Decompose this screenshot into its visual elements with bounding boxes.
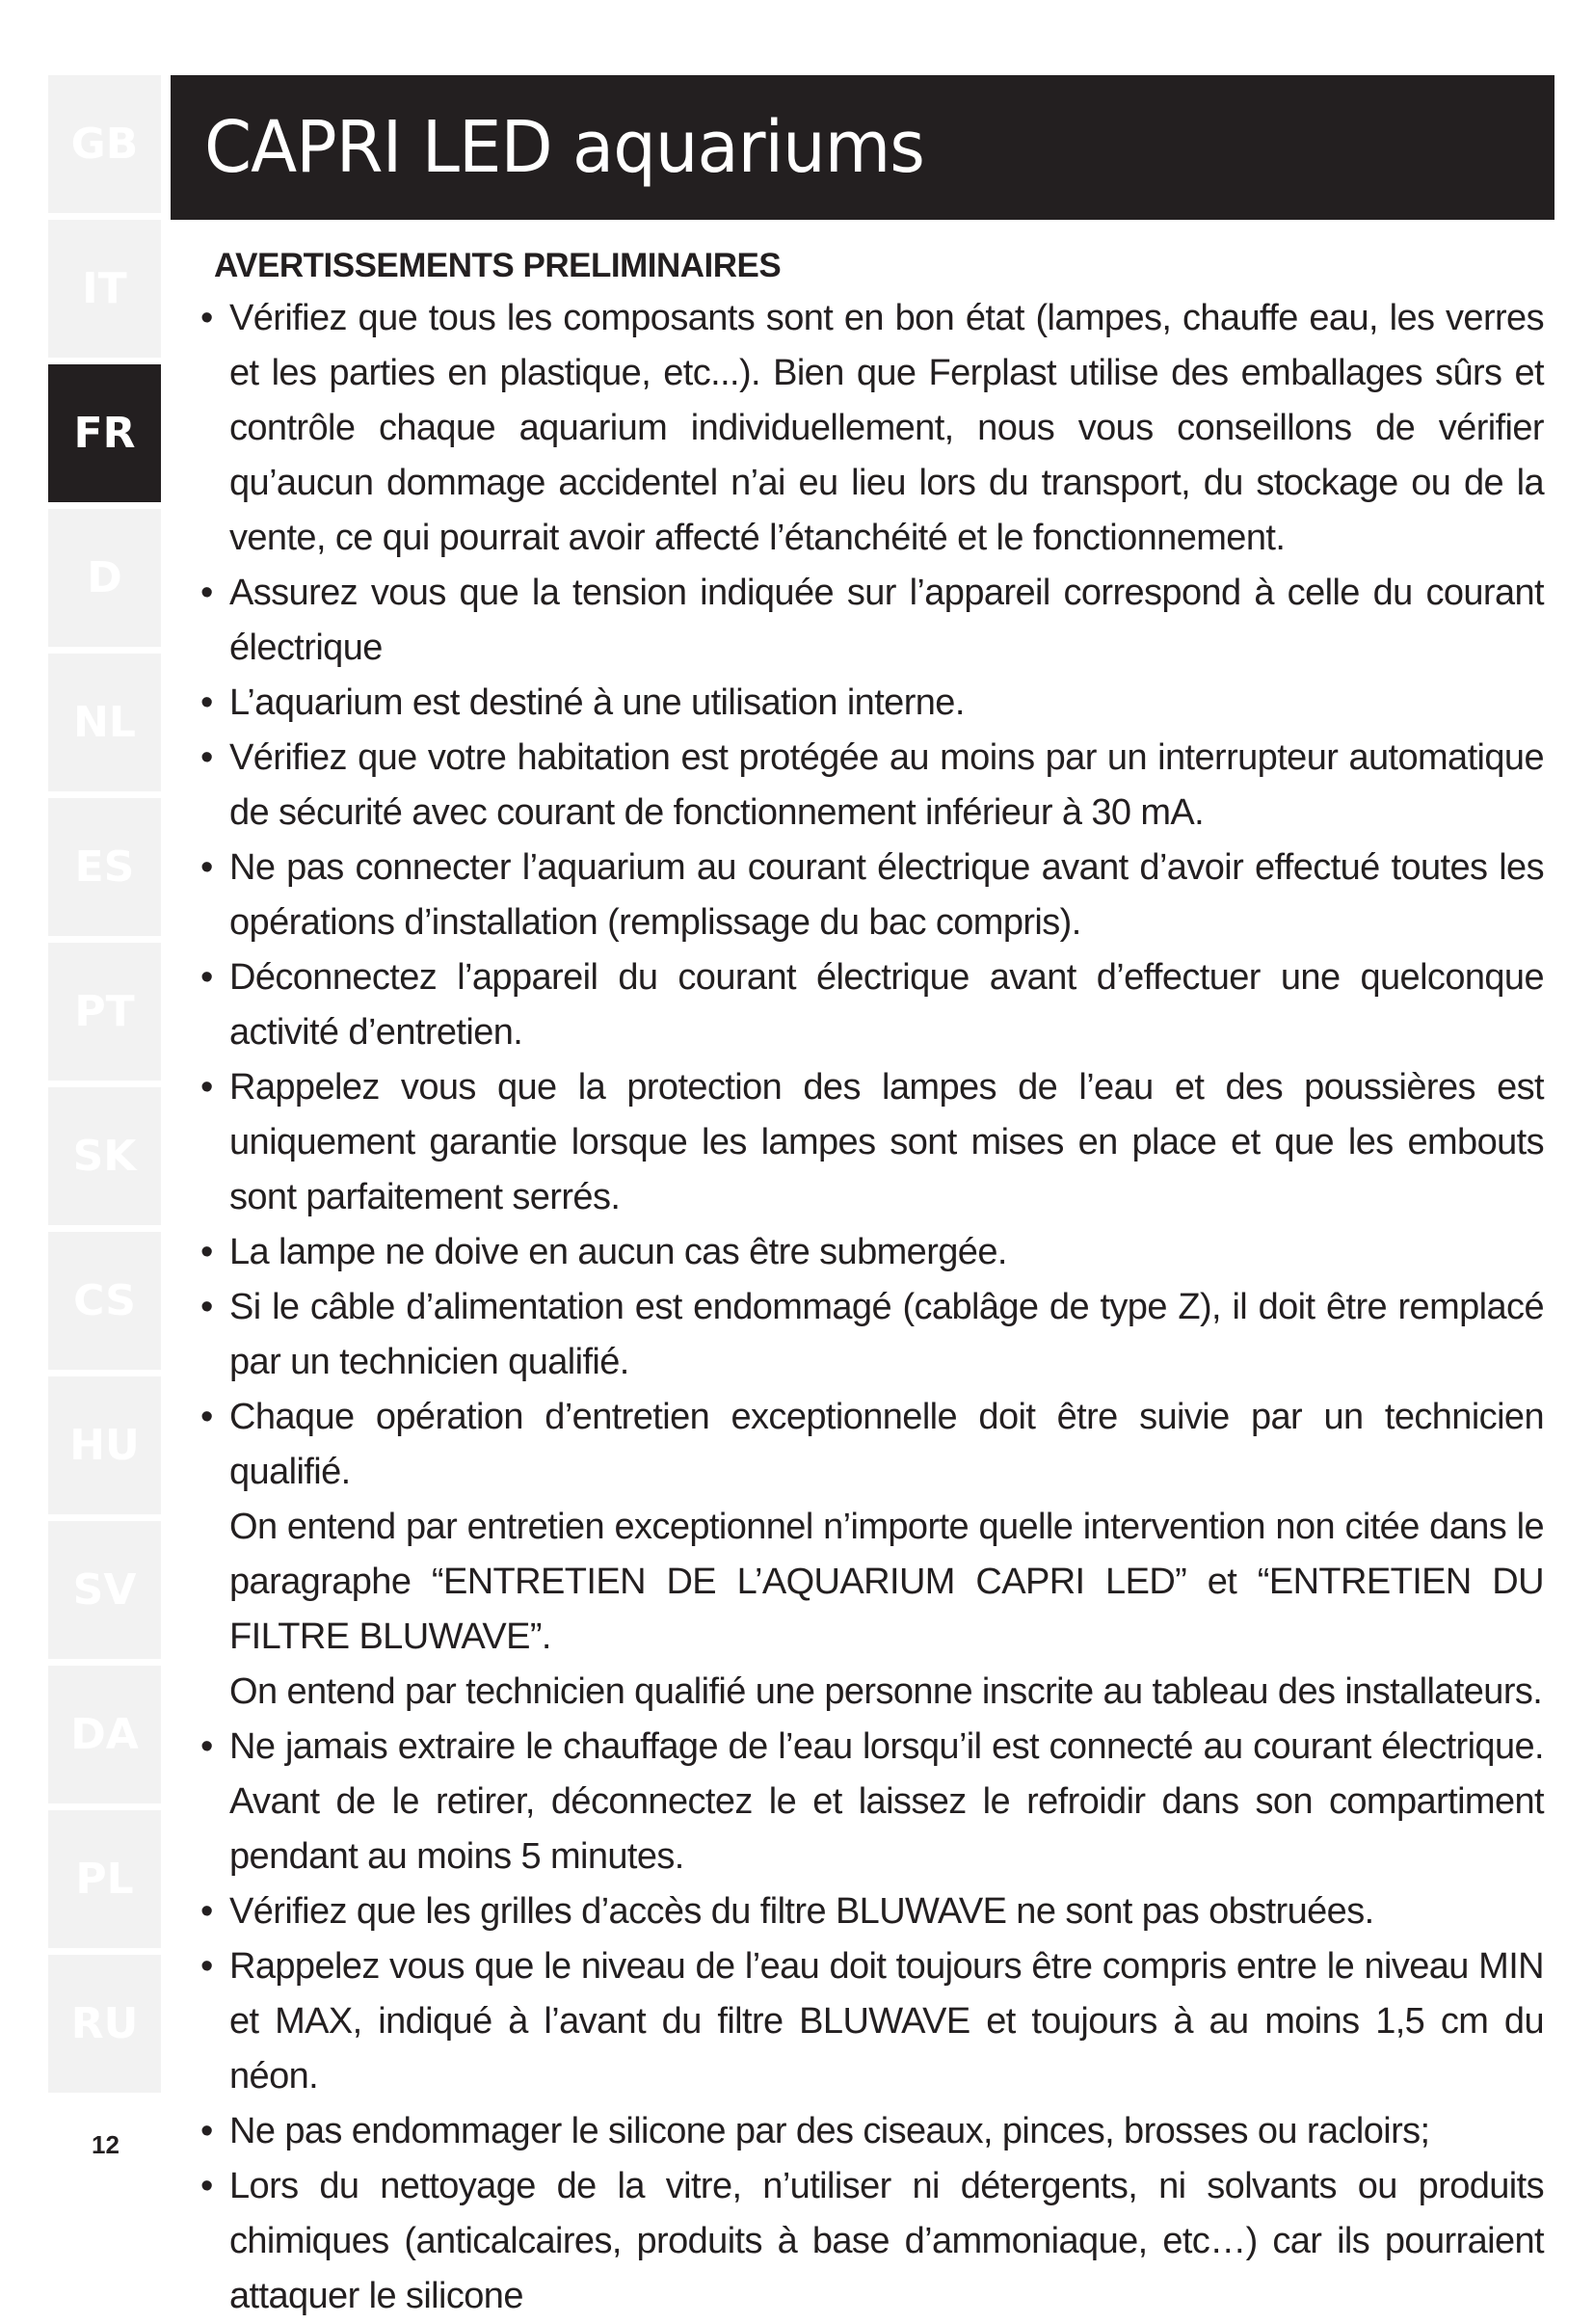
- list-item-text: Assurez vous que la tension indiquée sur l’appareil correspond à celle du courant électrique: [229, 573, 1544, 668]
- list-item: [195, 731, 1544, 841]
- list-item: [195, 2104, 1544, 2159]
- list-item-text: On entend par technicien qualifié une personne inscrite au tableau des installateurs.: [229, 1671, 1543, 1712]
- list-item: [195, 1390, 1544, 1720]
- bullet-icon: •: [200, 298, 213, 338]
- list-item: [195, 1720, 1544, 1884]
- language-tab-es[interactable]: ES: [48, 798, 161, 936]
- language-tab-nl[interactable]: NL: [48, 654, 161, 791]
- bullet-icon: •: [200, 682, 213, 723]
- language-tabs: [48, 75, 161, 2099]
- list-item-text: Lors du nettoyage de la vitre, n’utiliser ni détergents, ni solvants ou produits chimiques (anticalcaires, produits à base d’ammoniaque, etc…) car ils pourraient attaquer le silicone: [229, 2166, 1544, 2316]
- list-item-text: Déconnectez l’appareil du courant électrique avant d’effectuer une quelconque activité d’entretien.: [229, 957, 1544, 1053]
- header-bar: [171, 75, 1554, 220]
- bullet-icon: •: [200, 847, 213, 888]
- list-item: [195, 1280, 1544, 1390]
- page-number: 12: [92, 2130, 120, 2159]
- bullet-icon: •: [200, 1232, 213, 1272]
- list-item-text: Ne pas endommager le silicone par des ciseaux, pinces, brosses ou racloirs;: [229, 2111, 1430, 2151]
- language-tab-gb[interactable]: GB: [48, 75, 161, 213]
- list-item-text: Si le câble d’alimentation est endommagé (cablâge de type Z), il doit être remplacé par un technicien qualifié.: [229, 1287, 1544, 1382]
- list-item: [195, 1225, 1544, 1280]
- bullet-icon: •: [200, 957, 213, 998]
- language-tab-d[interactable]: D: [48, 509, 161, 647]
- list-item-text: Ne jamais extraire le chauffage de l’eau lorsqu’il est connecté au courant électrique. Avant de le retirer, déconnectez le et laissez le refroidir dans son compartiment pendant au moins 5 minutes.: [229, 1726, 1544, 1877]
- language-tab-sv[interactable]: SV: [48, 1521, 161, 1659]
- language-tab-pt[interactable]: PT: [48, 943, 161, 1081]
- bullet-icon: •: [200, 737, 213, 778]
- list-item: [195, 1060, 1544, 1225]
- list-item: [195, 841, 1544, 950]
- warnings-list: [195, 291, 1544, 2324]
- list-item-text: On entend par entretien exceptionnel n’importe quelle intervention non citée dans le paragraphe “ENTRETIEN DE L’AQUARIUM CAPRI LED” et “ENTRETIEN DU FILTRE BLUWAVE”.: [229, 1507, 1544, 1657]
- list-item: [195, 291, 1544, 566]
- list-item-text: La lampe ne doive en aucun cas être submergée.: [229, 1232, 1007, 1272]
- list-item-text: L’aquarium est destiné à une utilisation interne.: [229, 682, 965, 723]
- list-item: [195, 1939, 1544, 2104]
- bullet-icon: •: [200, 1946, 213, 1987]
- list-item: [195, 676, 1544, 731]
- content: [195, 247, 1544, 2324]
- list-item-text: Vérifiez que les grilles d’accès du filtre BLUWAVE ne sont pas obstruées.: [229, 1891, 1374, 1932]
- bullet-icon: •: [200, 1287, 213, 1327]
- page-title: CAPRI LED aquariums: [204, 106, 924, 189]
- language-tab-da[interactable]: DA: [48, 1666, 161, 1803]
- bullet-icon: •: [200, 1067, 213, 1108]
- list-item-text: Rappelez vous que le niveau de l’eau doit toujours être compris entre le niveau MIN et MAX, indiqué à l’avant du filtre BLUWAVE et toujours à au moins 1,5 cm du néon.: [229, 1946, 1544, 2097]
- list-item-text: Ne pas connecter l’aquarium au courant électrique avant d’avoir effectué toutes les opérations d’installation (remplissage du bac compris).: [229, 847, 1544, 943]
- language-tab-sk[interactable]: SK: [48, 1087, 161, 1225]
- list-item-text: Vérifiez que votre habitation est protégée au moins par un interrupteur automatique de sécurité avec courant de fonctionnement inférieur à 30 mA.: [229, 737, 1544, 833]
- section-heading: AVERTISSEMENTS PRELIMINAIRES: [214, 247, 782, 284]
- language-tab-fr[interactable]: FR: [48, 364, 161, 502]
- bullet-icon: •: [200, 573, 213, 613]
- bullet-icon: •: [200, 1397, 213, 1437]
- bullet-icon: •: [200, 2166, 213, 2206]
- list-item-text: Chaque opération d’entretien exceptionnelle doit être suivie par un technicien qualifié.: [229, 1397, 1544, 1492]
- list-item: [195, 566, 1544, 676]
- bullet-icon: •: [200, 1891, 213, 1932]
- language-tab-cs[interactable]: CS: [48, 1232, 161, 1370]
- bullet-icon: •: [200, 1726, 213, 1767]
- list-item-text: Rappelez vous que la protection des lampes de l’eau et des poussières est uniquement garantie lorsque les lampes sont mises en place et que les embouts sont parfaitement serrés.: [229, 1067, 1544, 1217]
- language-tab-ru[interactable]: RU: [48, 1955, 161, 2093]
- bullet-icon: •: [200, 2111, 213, 2151]
- list-item-text: Vérifiez que tous les composants sont en bon état (lampes, chauffe eau, les verres et les parties en plastique, etc...). Bien que Ferplast utilise des emballages sûrs et contrôle chaque aquarium individuellement, nous vous conseillons de vérifier qu’aucun dommage accidentel n’ai eu lieu lors du transport, du stockage ou de la vente, ce qui pourrait avoir affecté l’étanchéité et le fonctionnement.: [229, 298, 1544, 558]
- language-tab-it[interactable]: IT: [48, 220, 161, 358]
- language-tab-hu[interactable]: HU: [48, 1376, 161, 1514]
- language-tab-pl[interactable]: PL: [48, 1810, 161, 1948]
- list-item: [195, 950, 1544, 1060]
- list-item: [195, 1884, 1544, 1939]
- list-item: [195, 2159, 1544, 2324]
